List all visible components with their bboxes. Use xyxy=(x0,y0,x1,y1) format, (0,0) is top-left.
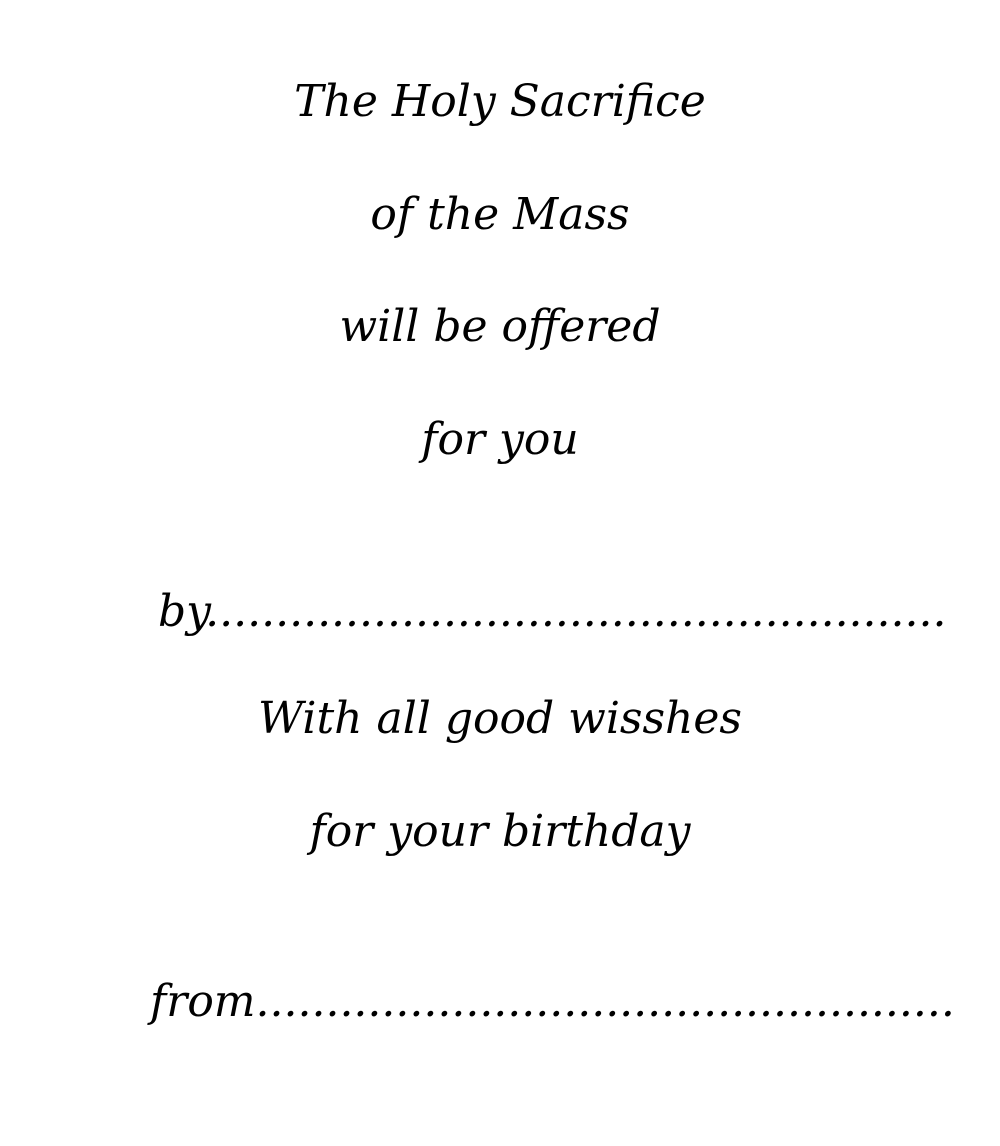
card-line-mass: of the Mass xyxy=(370,189,630,240)
from-blank-line: from.................................................. xyxy=(150,976,955,1027)
card-line-offered: will be offered xyxy=(339,301,661,352)
card-line-wishes: With all good wisshes xyxy=(257,693,743,744)
by-blank-line: by..................................................... xyxy=(158,586,947,637)
card-line-birthday: for your birthday xyxy=(309,806,691,857)
card-line-for-you: for you xyxy=(421,414,579,465)
card-line-title: The Holy Sacrifice xyxy=(294,76,706,127)
